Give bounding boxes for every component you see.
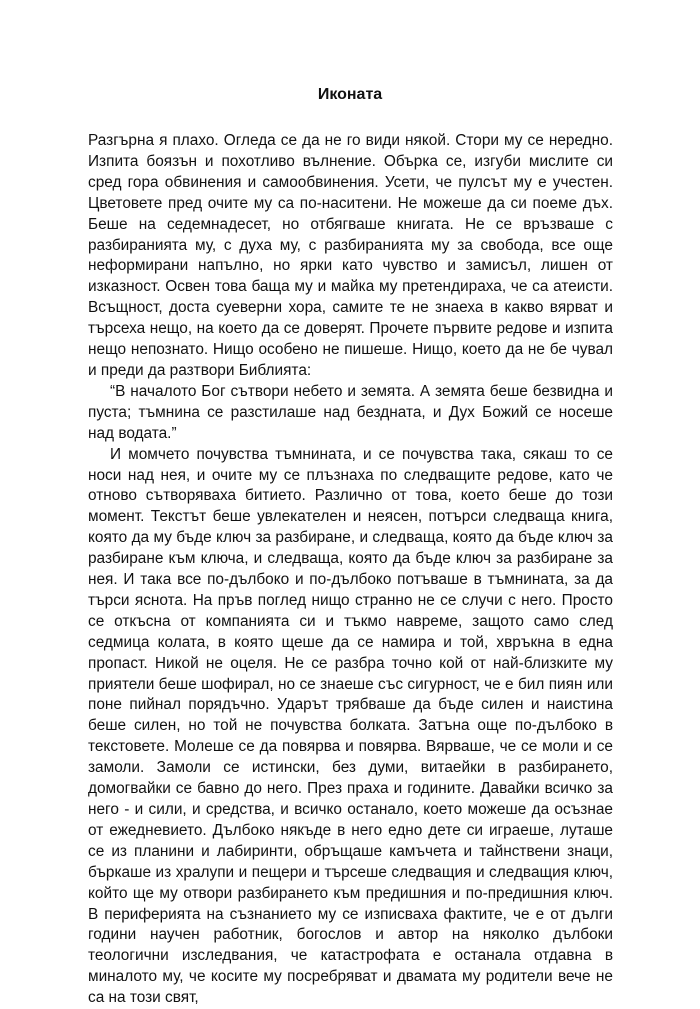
paragraph-main: И момчето почувства тъмнината, и се почувства така, сякаш то се носи над нея, и очите му се плъзнаха по следващите редове, като че отново сътворяваха битието. Различно от това, което беше до този момент. Текстът беше увлекателен и неясен, потърси следваща книга, която да му бъде ключ за разбиране, и следваща, която да бъде ключ за разбиране към ключа, и следваща, която да бъде ключ за разбиране за нея. И така все по-дълбоко и по-дълбоко потъваше в тъмнината, за да търси яснота. На пръв поглед нищо странно не се случи с него. Просто се откъсна от компанията си и тъкмо навреме, защото само след седмица колата, в която щеше да се намира и той, хвръкна в една пропаст. Никой не оцеля. Не се разбра точно кой от най-близките му приятели беше шофирал, но се знаеше със сигурност, че е бил пиян или поне пийнал порядъчно. Ударът трябваше да бъде силен и наистина беше силен, но той не почувства болката. Затъна още по-дълбоко в текстовете. Молеше се да повярва и повярва. Вярваше, че се моли и се замоли. Замоли се истински, без думи, витаейки в разбирането, домогвайки се бавно до него. През праха и годините. Давайки всичко за него - и сили, и средства, и всичко останало, което можеше да осъзнае от ежедневието. Дълбоко някъде в него едно дете си играеше, луташе се из планини и лабиринти, обръщаше камъчета и тайнствени знаци, бъркаше из хралупи и пещери и търсеше следващия и следващия ключ, който ще му отвори разбирането към предишния и по-предишния ключ. В периферията на съзнанието му се изписваха фактите, че е от дълги години научен работник, богослов и автор на няколко дълбоки теологични изследвания, че катастрофата е останала отдавна в миналото му, че косите му посребряват и двамата му родители вече не са на този свят,: [88, 445, 613, 1007]
document-title: Иконата: [317, 86, 383, 103]
paragraph-quote: “В началото Бог сътвори небето и земята. А земята беше безвидна и пуста; тъмнина се разстилаше над бездната, и Дух Божий се носеше над водата.”: [88, 382, 613, 442]
paragraph-opening: Разгърна я плахо. Огледа се да не го види някой. Стори му се нередно. Изпита боязън и похотливо вълнение. Обърка се, изгуби мислите си сред гора обвинения и самообвинения. Усети, че пулсът му е учестен. Цветовете пред очите му са по-наситени. Не можеше да си поеме дъх. Беше на седемнадесет, но отбягваше книгата. Не се връзваше с разбиранията му, с духа му, с разбиранията му за свобода, все още неформирани напълно, но ярки като чувство и замисъл, лишен от изказност. Освен това баща му и майка му претендираха, че са атеисти. Всъщност, доста суеверни хора, самите те не знаеха в какво вярват и търсеха нещо, на което да се доверят. Прочете първите редове и изпита нещо непознато. Нищо особено не пишеше. Нищо, което да не бе чувал и преди да разтвори Библията:: [88, 132, 613, 379]
document-body: [88, 131, 613, 1009]
